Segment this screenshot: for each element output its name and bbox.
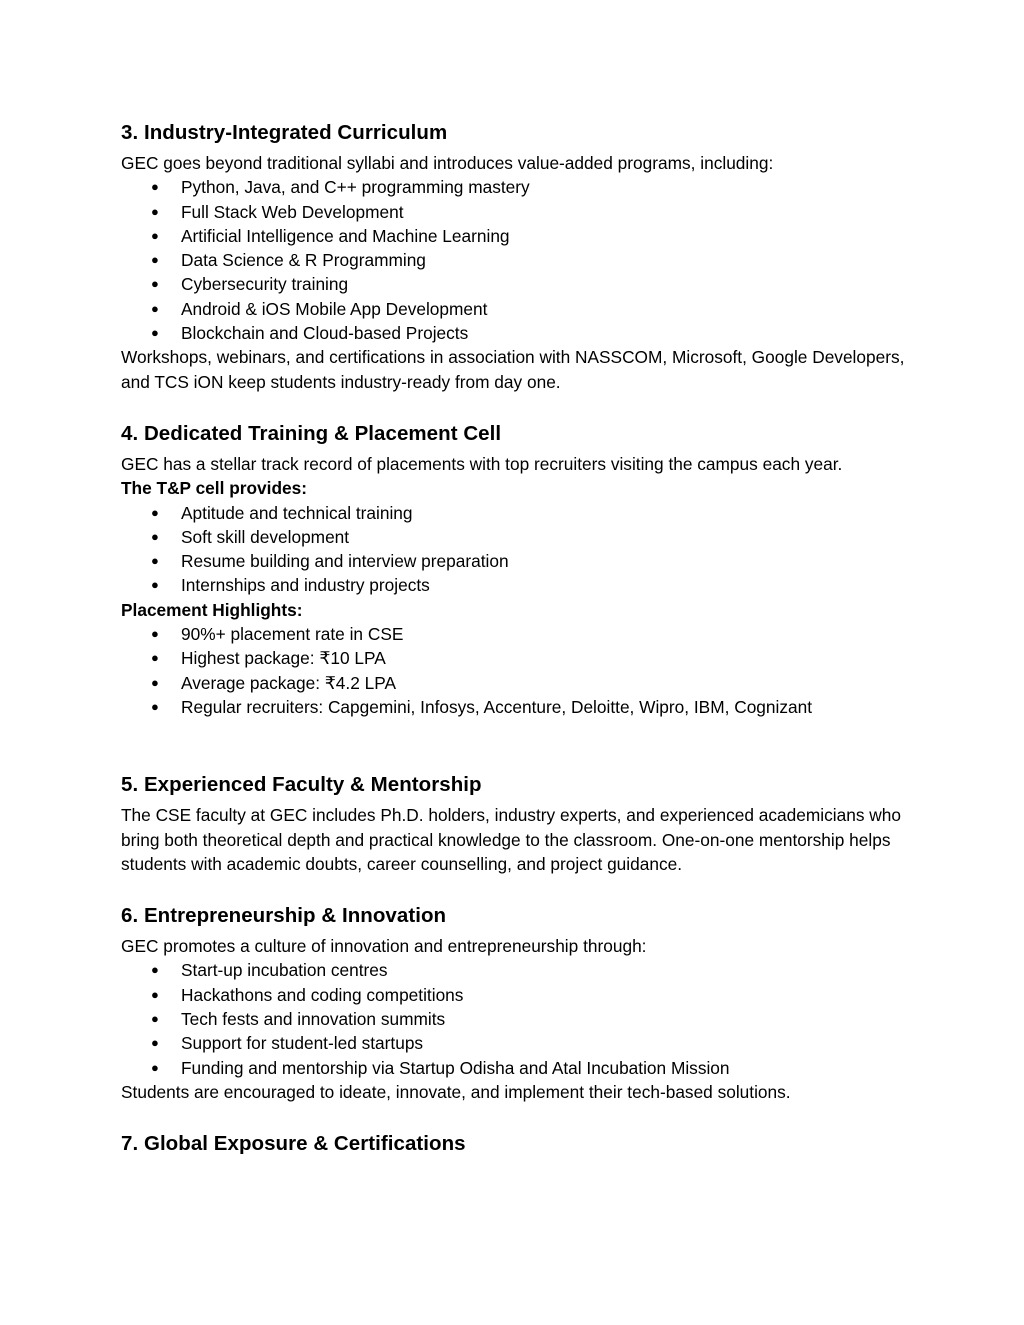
bullet-icon: ●: [151, 626, 159, 642]
provides-label: The T&P cell provides:: [121, 478, 307, 499]
section-entrepreneurship: [121, 902, 911, 1104]
bullet-icon: ●: [151, 325, 159, 341]
highlights-label: Placement Highlights:: [121, 599, 303, 620]
list-item-text: Data Science & R Programming: [181, 250, 426, 271]
bullet-icon: ●: [151, 986, 159, 1002]
section-faculty-mentorship: [121, 771, 911, 876]
list-item: [121, 1007, 911, 1031]
list-item-text: Aptitude and technical training: [181, 502, 413, 523]
section-heading: 4. Dedicated Training & Placement Cell: [121, 421, 502, 445]
bullet-list: [121, 175, 911, 345]
bullet-icon: ●: [151, 252, 159, 268]
list-item-text: Artificial Intelligence and Machine Learning: [181, 225, 510, 246]
section-intro: GEC has a stellar track record of placements with top recruiters visiting the campus each year.: [121, 453, 843, 474]
list-item-text: Start-up incubation centres: [181, 960, 388, 981]
bullet-list: [121, 622, 911, 719]
bullet-icon: ●: [151, 674, 159, 690]
bullet-icon: ●: [151, 300, 159, 316]
bullet-icon: ●: [151, 1059, 159, 1075]
list-item-text: Tech fests and innovation summits: [181, 1009, 446, 1030]
section-heading: 7. Global Exposure & Certifications: [121, 1132, 466, 1156]
section-intro: GEC promotes a culture of innovation and entrepreneurship through:: [121, 936, 647, 957]
bullet-icon: ●: [151, 504, 159, 520]
list-item: [121, 200, 911, 224]
list-item: [121, 671, 911, 695]
list-item: [121, 297, 911, 321]
section-heading: 3. Industry-Integrated Curriculum: [121, 121, 448, 144]
list-item-text: Hackathons and coding competitions: [181, 984, 464, 1005]
list-item-text: Android & iOS Mobile App Development: [181, 298, 488, 319]
list-item-text: Full Stack Web Development: [181, 201, 404, 222]
bullet-list: [121, 501, 911, 598]
list-item-text: Average package: ₹4.2 LPA: [181, 672, 396, 693]
list-item-text: Internships and industry projects: [181, 575, 430, 596]
list-item: [121, 1056, 911, 1080]
list-item-text: Support for student-led startups: [181, 1033, 424, 1054]
list-item: [121, 549, 911, 573]
section-heading: 6. Entrepreneurship & Innovation: [121, 904, 447, 928]
bullet-icon: ●: [151, 1011, 159, 1027]
document-page: [121, 119, 911, 1162]
list-item-text: Regular recruiters: Capgemini, Infosys, Accenture, Deloitte, Wipro, IBM, Cognizant: [181, 696, 813, 717]
bullet-icon: ●: [151, 962, 159, 978]
bullet-icon: ●: [151, 203, 159, 219]
list-item: [121, 501, 911, 525]
list-item-text: Python, Java, and C++ programming mastery: [181, 177, 530, 198]
bullet-icon: ●: [151, 577, 159, 593]
list-item: [121, 958, 911, 982]
bullet-list: [121, 958, 911, 1079]
list-item-text: Funding and mentorship via Startup Odisha and Atal Incubation Mission: [181, 1057, 730, 1078]
list-item: [121, 525, 911, 549]
section-global-exposure: [121, 1130, 911, 1158]
bullet-icon: ●: [151, 528, 159, 544]
section-industry-curriculum: [121, 119, 911, 394]
list-item-text: Resume building and interview preparation: [181, 551, 509, 572]
section-body: The CSE faculty at GEC includes Ph.D. holders, industry experts, and experienced academicians who bring both theoretical depth and practical knowledge to the classroom. One-on-one mentorship helps students with academic doubts, career counselling, and project guidance.: [121, 805, 901, 874]
section-outro: Workshops, webinars, and certifications in association with NASSCOM, Microsoft, Google Developers, and TCS iON keep students industry-ready from day one.: [121, 347, 905, 392]
list-item: [121, 695, 911, 719]
bullet-icon: ●: [151, 650, 159, 666]
list-item: [121, 224, 911, 248]
list-item: [121, 573, 911, 597]
list-item: [121, 175, 911, 199]
list-item: [121, 248, 911, 272]
bullet-icon: ●: [151, 553, 159, 569]
bullet-icon: ●: [151, 698, 159, 714]
section-training-placement: [121, 420, 911, 719]
list-item-text: Soft skill development: [181, 526, 350, 547]
list-item: [121, 622, 911, 646]
section-intro: GEC goes beyond traditional syllabi and introduces value-added programs, including:: [121, 153, 774, 173]
list-item: [121, 646, 911, 670]
list-item-text: Cybersecurity training: [181, 274, 349, 295]
bullet-icon: ●: [151, 179, 159, 195]
bullet-icon: ●: [151, 1035, 159, 1051]
section-outro: Students are encouraged to ideate, innovate, and implement their tech-based solutions.: [121, 1081, 791, 1102]
list-item: [121, 321, 911, 345]
list-item: [121, 272, 911, 296]
list-item: [121, 1031, 911, 1055]
bullet-icon: ●: [151, 276, 159, 292]
list-item-text: Blockchain and Cloud-based Projects: [181, 323, 469, 344]
section-heading: 5. Experienced Faculty & Mentorship: [121, 773, 482, 797]
list-item: [121, 983, 911, 1007]
bullet-icon: ●: [151, 227, 159, 243]
list-item-text: 90%+ placement rate in CSE: [181, 624, 404, 645]
list-item-text: Highest package: ₹10 LPA: [181, 648, 386, 669]
